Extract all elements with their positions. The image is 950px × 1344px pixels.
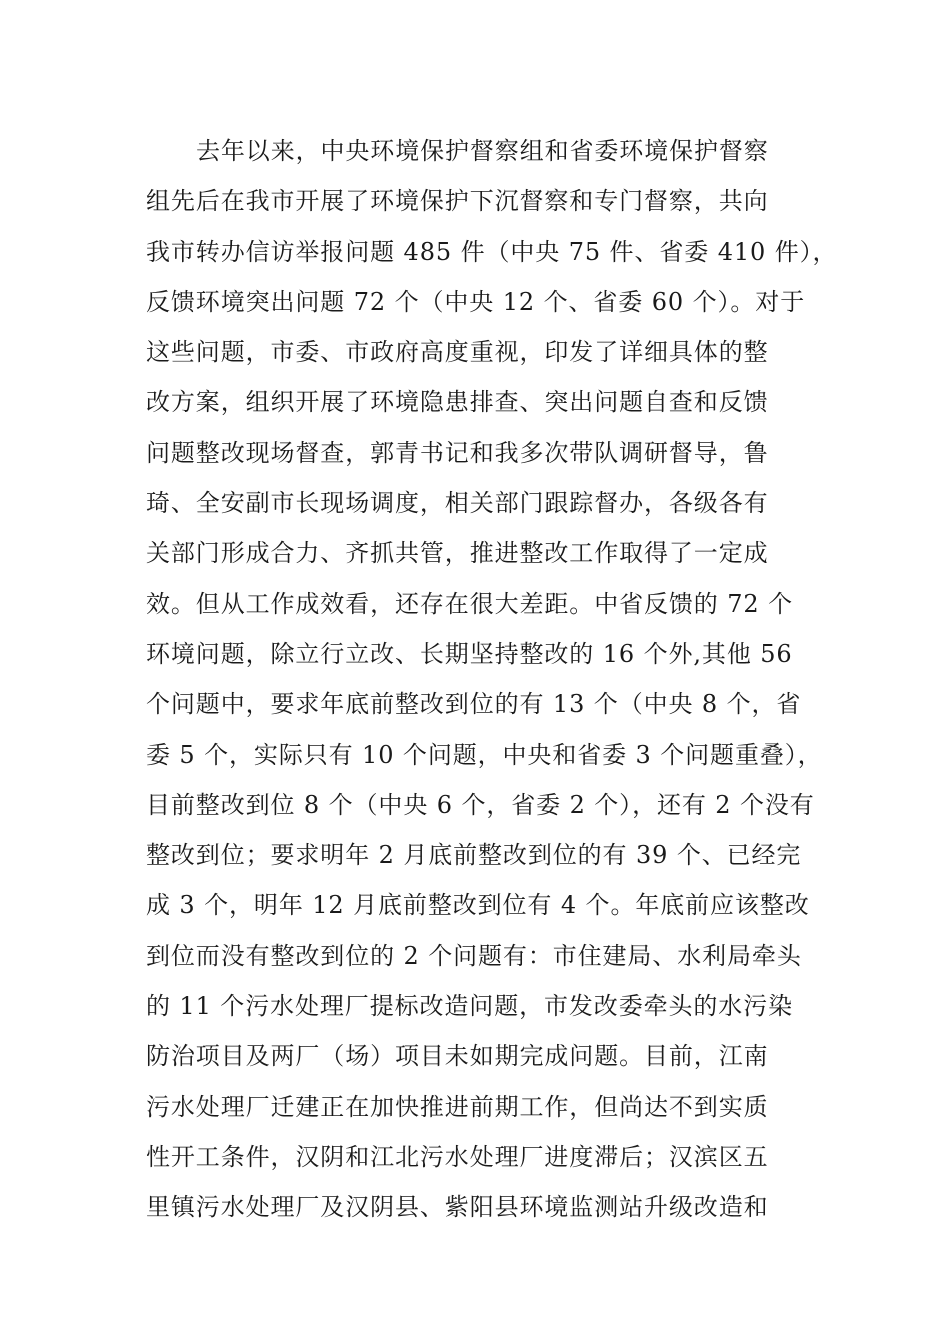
text-line: 效。但从工作成效看，还存在很大差距。中省反馈的 72 个 [146, 589, 793, 618]
text-line: 去年以来，中央环境保护督察组和省委环境保护督察 [196, 137, 769, 165]
text-line: 环境问题，除立行立改、长期坚持整改的 16 个外,其他 56 [146, 639, 793, 668]
text-line: 性开工条件，汉阴和江北污水处理厂进度滞后；汉滨区五 [146, 1142, 769, 1171]
text-line: 反馈环境突出问题 72 个（中央 12 个、省委 60 个）。对于 [146, 287, 806, 316]
text-line: 我市转办信访举报问题 485 件（中央 75 件、省委 410 件）， [146, 237, 838, 266]
text-line: 组先后在我市开展了环境保护下沉督察和专门督察，共向 [146, 187, 769, 216]
text-line: 成 3 个，明年 12 月底前整改到位有 4 个。年底前应该整改 [146, 891, 810, 920]
body-paragraph [146, 126, 838, 1233]
text-line: 整改到位；要求明年 2 月底前整改到位的有 39 个、已经完 [146, 841, 802, 870]
text-line: 委 5 个，实际只有 10 个问题，中央和省委 3 个问题重叠）， [146, 740, 823, 769]
text-line: 个问题中，要求年底前整改到位的有 13 个（中央 8 个，省 [146, 690, 802, 719]
text-line: 这些问题，市委、市政府高度重视，印发了详细具体的整 [146, 338, 769, 367]
text-line: 防治项目及两厂（场）项目未如期完成问题。目前，江南 [146, 1042, 769, 1071]
text-line: 关部门形成合力、齐抓共管，推进整改工作取得了一定成 [146, 539, 769, 568]
text-line: 到位而没有整改到位的 2 个问题有：市住建局、水利局牵头 [146, 941, 802, 970]
text-line: 目前整改到位 8 个（中央 6 个，省委 2 个），还有 2 个没有 [146, 790, 815, 819]
text-line: 改方案，组织开展了环境隐患排查、突出问题自查和反馈 [146, 388, 769, 417]
text-line: 琦、全安副市长现场调度，相关部门跟踪督办，各级各有 [146, 489, 769, 518]
text-line: 里镇污水处理厂及汉阴县、紫阳县环境监测站升级改造和 [146, 1193, 769, 1222]
text-line: 污水处理厂迁建正在加快推进前期工作，但尚达不到实质 [146, 1092, 769, 1121]
text-line: 的 11 个污水处理厂提标改造问题，市发改委牵头的水污染 [146, 992, 793, 1021]
text-line: 问题整改现场督查，郭青书记和我多次带队调研督导，鲁 [146, 438, 769, 467]
